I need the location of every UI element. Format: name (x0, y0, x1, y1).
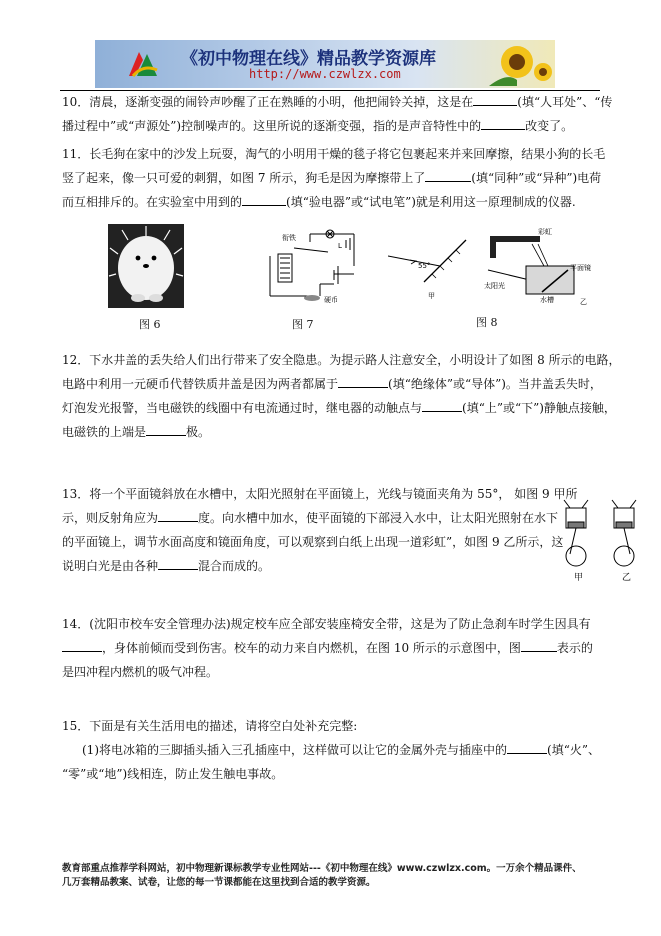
site-logo-icon (125, 46, 161, 82)
header-banner (95, 40, 555, 88)
fig7-label-L: L (338, 242, 342, 250)
page-footer (62, 862, 602, 890)
figure-6-dog (108, 224, 184, 308)
figure-7-circuit (250, 226, 366, 306)
figure-8-mirror-ray (388, 232, 474, 302)
fig8-label-sun: 太阳光 (484, 282, 505, 290)
question-14: 14．(沈阳市校车安全管理办法)规定校车应全部安装座椅安全带，这是为了防止急刹车时学生因具有 ，身体前倾而受到伤害。校车的动力来自内燃机，在图 10 所示的示意图中，图 表示的 是四冲程内燃机的吸气冲程。 (62, 617, 593, 679)
q15-blank-1[interactable] (507, 741, 547, 754)
figure-10-engines (556, 492, 654, 584)
q12-blank-1[interactable] (338, 375, 388, 388)
q10-blank-2[interactable] (481, 117, 525, 130)
banner-url[interactable]: http://www.czwlzx.com (249, 67, 401, 81)
sunflower-icon (487, 42, 553, 86)
q13-blank-2[interactable] (158, 557, 198, 570)
question-12: 12．下水井盖的丢失给人们出行带来了安全隐患。为提示路人注意安全，小明设计了如图 8 所示的电路， 电路中利用一元硬币代替铁质井盖是因为两者都属于 (填“绝缘体”或“导体”)。当井盖丢失时， 灯泡发光报警，当电磁铁的线圈中有电流通过时，继电器的动触点与 (填“上”或“下”)静触点接触， 电磁铁的上端是 极。 (62, 353, 621, 439)
q11-blank-2[interactable] (242, 193, 286, 206)
figure-8-caption: 图 8 (476, 316, 498, 329)
fig8-angle-label: 55° (418, 262, 431, 270)
q14-blank-1[interactable] (62, 639, 102, 652)
fig8-label-yi: 乙 (580, 298, 587, 306)
q14-blank-2[interactable] (521, 639, 557, 652)
figure-6-caption: 图 6 (139, 318, 161, 331)
figure-8-rainbow-setup (482, 226, 592, 306)
fig10-label-yi: 乙 (622, 573, 632, 583)
fig8-label-jia: 甲 (428, 292, 435, 300)
figure-7-caption: 图 7 (292, 318, 314, 331)
footer-line-2: 几万套精品教案、试卷，让您的每一节课都能在这里找到合适的教学资源。 (62, 877, 376, 888)
q12-blank-2[interactable] (422, 399, 462, 412)
fig7-label-coin: 硬币 (324, 296, 338, 304)
banner-title: 《初中物理在线》精品教学资源库 (181, 49, 436, 69)
q10-blank-1[interactable] (473, 93, 517, 106)
fig8-label-rainbow: 彩虹 (538, 228, 552, 236)
fig10-label-jia: 甲 (574, 573, 584, 583)
question-11: 11．长毛狗在家中的沙发上玩耍，淘气的小明用干燥的毯子将它包裹起来并来回摩擦，结果小狗的长毛 竖了起来，像一只可爱的刺猬，如图 7 所示，狗毛是因为摩擦带上了 (填“同种”或“异种”)电荷 而互相排斥的。在实验室中用到的 (填“验电器”或“试电笔”)就是利用这一原理制成的仪器. (62, 147, 606, 209)
question-10: 10．清晨，逐渐变强的闹铃声吵醒了正在熟睡的小明，他把闹铃关掉，这是在 (填“人耳处”、“传 播过程中”或“声源处”)控制噪声的。这里所说的逐渐变强，指的是声音特性中的 改变了。 (62, 95, 613, 133)
q13-blank-1[interactable] (158, 509, 198, 522)
fig7-label-iron: 衔铁 (282, 234, 296, 242)
q11-blank-1[interactable] (425, 169, 471, 182)
question-15: 15．下面是有关生活用电的描述，请将空白处补充完整: (1)将电冰箱的三脚插头插入三孔插座中，这样做可以让它的金属外壳与插座中的 (填“火”、 “零”或“地”)线相连，防止发生触电事故。 (62, 719, 600, 781)
fig8-label-mirror: 平面镜 (570, 264, 591, 272)
question-13: 13．将一个平面镜斜放在水槽中，太阳光照射在平面镜上，光线与镜面夹角为 55°， 如图 9 甲所 示，则反射角应为 度。向水槽中加水，使平面镜的下部浸入水中，让太阳光照射在水下 的平面镜上，调节水面高度和镜面角度，可以观察到白纸上出现一道彩虹”，如图 9 乙所示，这 说明白光是由各种 混合而成的。 (62, 487, 578, 573)
footer-line-1: 教育部重点推荐学科网站，初中物理新课标教学专业性网站---《初中物理在线》www.czwlzx.com。一万余个精品课件、 (62, 863, 582, 874)
q12-blank-3[interactable] (146, 423, 186, 436)
fig8-label-tank: 水槽 (540, 296, 554, 304)
